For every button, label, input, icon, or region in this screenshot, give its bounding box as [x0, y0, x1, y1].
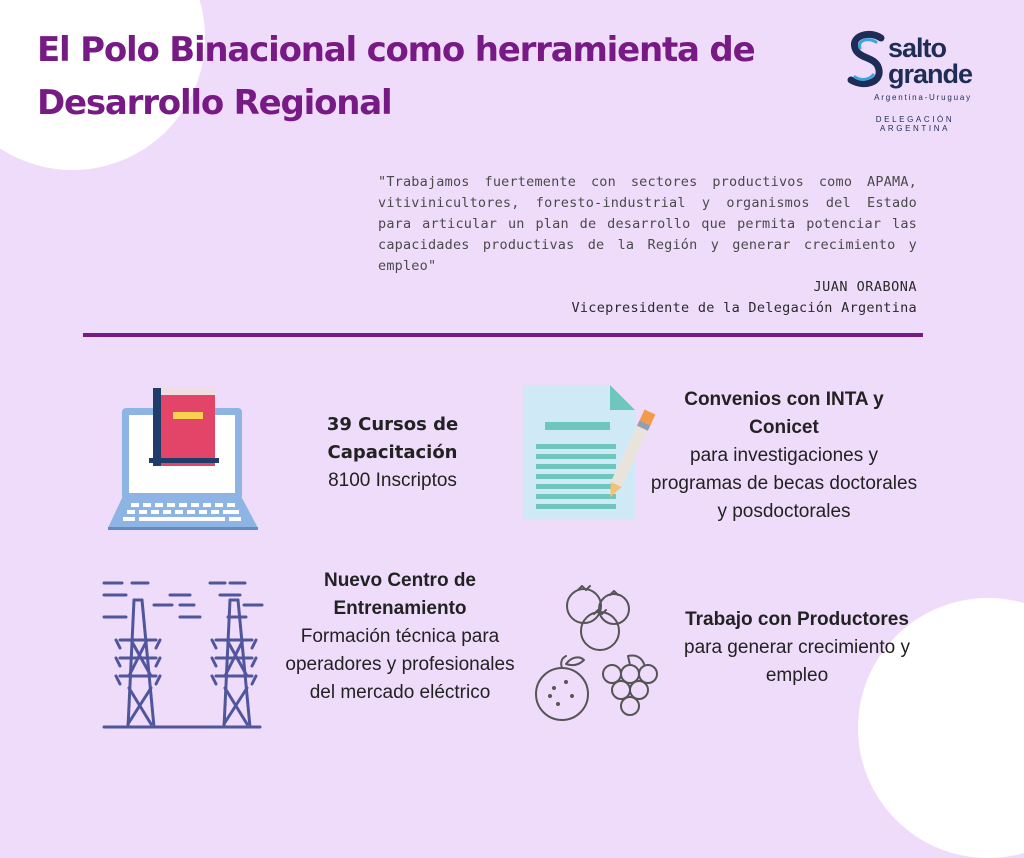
- logo-word-grande: grande: [888, 59, 973, 89]
- item-agreements-description: para investigaciones y programas de becas doctorales y posdoctorales: [650, 445, 918, 522]
- quote-text: "Trabajamos fuertemente con sectores productivos como APAMA, vitivinicultores, foresto-industrial y organismos del Estado para articular un plan de desarrollo que permita potenciar las capacidades productivas de la Región y generar crecimiento y empleo": [378, 174, 917, 274]
- item-courses-title: 39 Cursos de Capacitación: [326, 414, 459, 463]
- item-training-center-description: Formación técnica para operadores y profesionales del mercado eléctrico: [285, 626, 515, 703]
- quote-author: JUAN ORABONA: [813, 279, 917, 295]
- laptop-book-icon: [105, 385, 260, 533]
- page-title: El Polo Binacional como herramienta de Desarrollo Regional: [37, 30, 755, 123]
- item-producers-title: Trabajo con Productores: [685, 609, 909, 630]
- item-producers: [672, 606, 922, 690]
- quote-author-role: Vicepresidente de la Delegación Argentina: [571, 300, 917, 316]
- item-courses-description: 8100 Inscriptos: [328, 470, 457, 491]
- item-training-center-title: Nuevo Centro de Entrenamiento: [323, 570, 477, 619]
- item-training-center: [285, 567, 515, 707]
- item-producers-description: para generar crecimiento y empleo: [684, 637, 910, 686]
- logo-country: Argentina-Uruguay: [874, 93, 972, 102]
- logo-swoosh-icon: [845, 30, 889, 90]
- logo-delegation: DELEGACIÓN ARGENTINA: [875, 115, 955, 133]
- item-agreements-title: Convenios con INTA y Conicet: [684, 389, 884, 438]
- section-divider: [83, 333, 923, 337]
- item-agreements: [650, 386, 918, 526]
- salto-grande-logo: [845, 30, 995, 133]
- item-courses: [300, 411, 485, 495]
- logo-word-salto: salto: [888, 33, 947, 63]
- document-pen-icon: [520, 382, 660, 522]
- power-tower-icon: [100, 578, 268, 730]
- fruits-icon: [532, 584, 662, 729]
